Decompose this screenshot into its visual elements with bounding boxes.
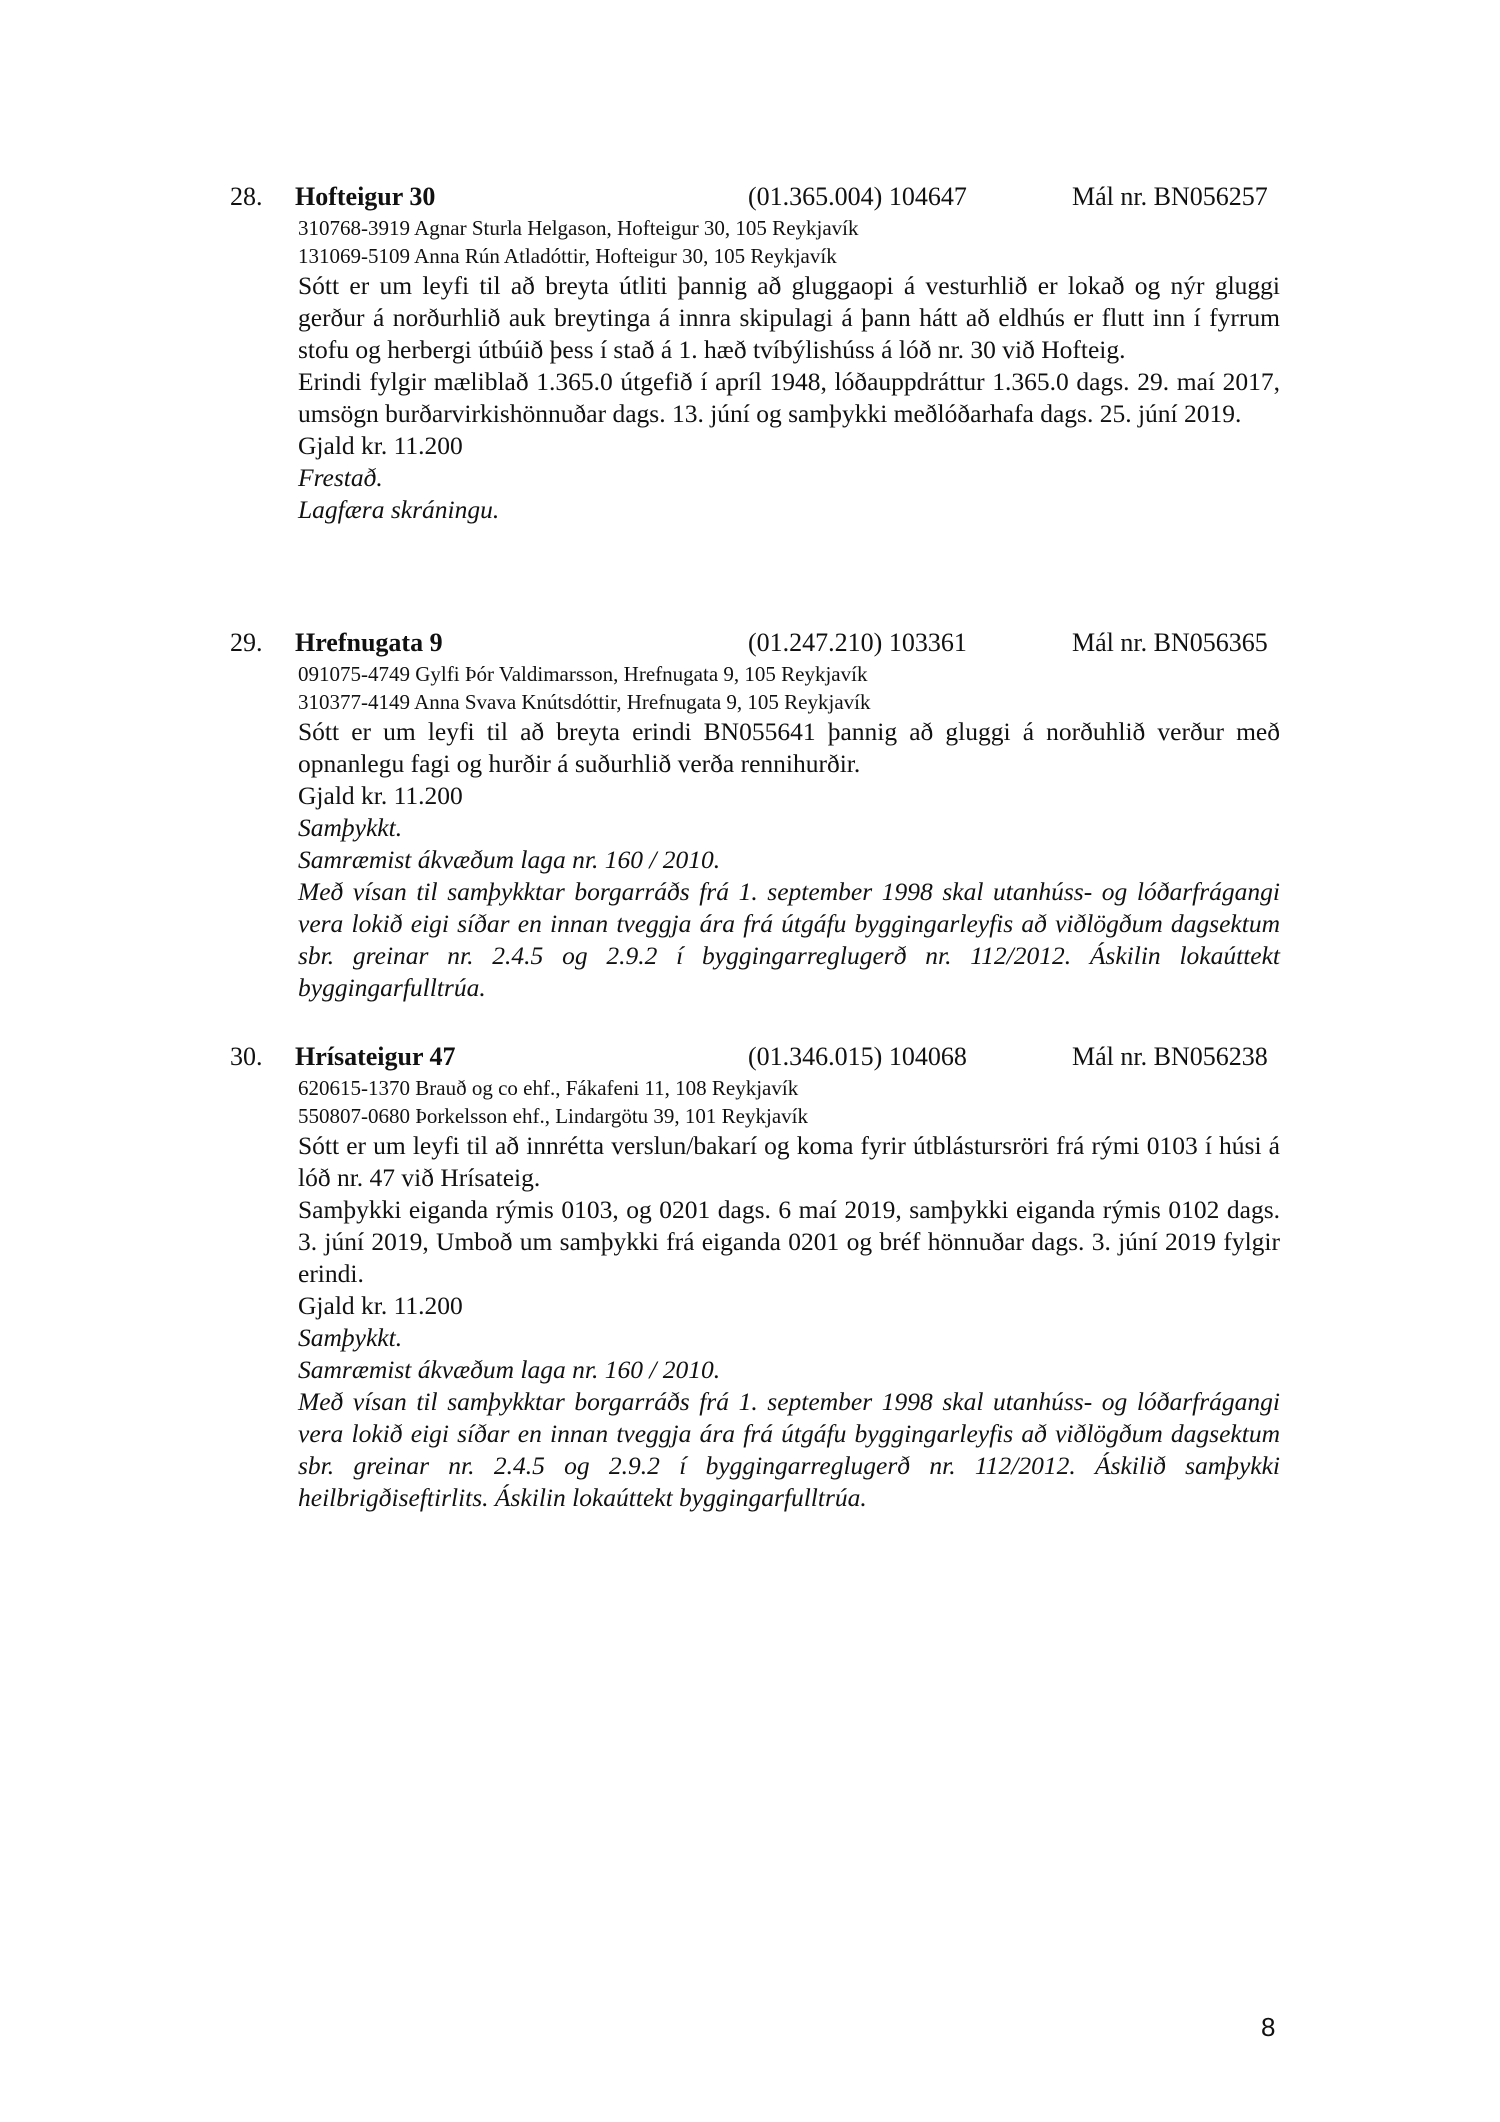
case-entry bbox=[0, 180, 1500, 526]
entry-body bbox=[298, 1074, 1280, 1514]
applicant-line: 091075-4749 Gylfi Þór Valdimarsson, Hrefnugata 9, 105 Reykjavík bbox=[298, 662, 868, 686]
entry-header bbox=[0, 180, 1500, 214]
case-number: Mál nr. BN056238 bbox=[1072, 1042, 1268, 1071]
decision-note: Lagfæra skráningu. bbox=[298, 495, 500, 524]
case-number: Mál nr. BN056365 bbox=[1072, 628, 1268, 657]
page-number: 8 bbox=[1261, 2012, 1276, 2042]
property-name: Hofteigur 30 bbox=[295, 182, 436, 211]
decision-text: Samþykkt. bbox=[298, 1323, 403, 1352]
entry-header bbox=[0, 626, 1500, 660]
entry-body bbox=[298, 660, 1280, 1004]
decision-text: Frestað. bbox=[298, 463, 383, 492]
applicant-line: 620615-1370 Brauð og co ehf., Fákafeni 11, 108 Reykjavík bbox=[298, 1076, 799, 1100]
application-text: Sótt er um leyfi til að breyta útliti þannig að gluggaopi á vesturhlið er lokað og nýr gluggi gerður á norðurhlið auk breytinga á innra skipulagi á þann hátt að eldhús er flutt inn í fyrrum stofu og herbergi útbúið þess í stað á 1. hæð tvíbýlishúss á lóð nr. 30 við Hofteig. bbox=[298, 271, 1280, 364]
entry-body bbox=[298, 214, 1280, 526]
application-text: Sótt er um leyfi til að breyta erindi BN055641 þannig að gluggi á norðuhlið verður með opnanlegu fagi og hurðir á suðurhlið verða rennihurðir. bbox=[298, 717, 1280, 778]
fee-text: Gjald kr. 11.200 bbox=[298, 431, 463, 460]
property-reference: (01.365.004) 104647 bbox=[748, 182, 967, 211]
decision-conditions: Með vísan til samþykktar borgarráðs frá 1. september 1998 skal utanhúss- og lóðarfrágangi vera lokið eigi síðar en innan tveggja ára frá útgáfu byggingarleyfis að viðlögðum dagsektum sbr. greinar nr. 2.4.5 og 2.9.2 í byggingarreglugerð nr. 112/2012. Áskilin lokaúttekt byggingarfulltrúa. bbox=[298, 877, 1280, 1002]
case-entry bbox=[0, 1040, 1500, 1514]
property-name: Hrísateigur 47 bbox=[295, 1042, 456, 1071]
application-text: Sótt er um leyfi til að innrétta verslun/bakarí og koma fyrir útblástursröri frá rými 0103 í húsi á lóð nr. 47 við Hrísateig. bbox=[298, 1131, 1280, 1192]
fee-text: Gjald kr. 11.200 bbox=[298, 1291, 463, 1320]
decision-text: Samþykkt. bbox=[298, 813, 403, 842]
applicant-line: 131069-5109 Anna Rún Atladóttir, Hofteigur 30, 105 Reykjavík bbox=[298, 244, 837, 268]
case-entry bbox=[0, 626, 1500, 1004]
decision-conditions: Með vísan til samþykktar borgarráðs frá 1. september 1998 skal utanhúss- og lóðarfrágangi vera lokið eigi síðar en innan tveggja ára frá útgáfu byggingarleyfis að viðlögðum dagsektum sbr. greinar nr. 2.4.5 og 2.9.2 í byggingarreglugerð nr. 112/2012. Áskilið samþykki heilbrigðiseftirlits. Áskilin lokaúttekt byggingarfulltrúa. bbox=[298, 1387, 1280, 1512]
applicant-line: 310377-4149 Anna Svava Knútsdóttir, Hrefnugata 9, 105 Reykjavík bbox=[298, 690, 871, 714]
decision-note: Samræmist ákvæðum laga nr. 160 / 2010. bbox=[298, 1355, 721, 1384]
property-name: Hrefnugata 9 bbox=[295, 628, 443, 657]
case-number: Mál nr. BN056257 bbox=[1072, 182, 1268, 211]
entry-header bbox=[0, 1040, 1500, 1074]
attachments-text: Erindi fylgir mæliblað 1.365.0 útgefið í apríl 1948, lóðauppdráttur 1.365.0 dags. 29. maí 2017, umsögn burðarvirkishönnuðar dags. 13. júní og samþykki meðlóðarhafa dags. 25. júní 2019. bbox=[298, 367, 1280, 428]
entry-number: 29. bbox=[230, 628, 263, 657]
decision-note: Samræmist ákvæðum laga nr. 160 / 2010. bbox=[298, 845, 721, 874]
applicant-line: 550807-0680 Þorkelsson ehf., Lindargötu 39, 101 Reykjavík bbox=[298, 1104, 808, 1128]
fee-text: Gjald kr. 11.200 bbox=[298, 781, 463, 810]
property-reference: (01.346.015) 104068 bbox=[748, 1042, 967, 1071]
entry-number: 28. bbox=[230, 182, 263, 211]
applicant-line: 310768-3919 Agnar Sturla Helgason, Hofteigur 30, 105 Reykjavík bbox=[298, 216, 859, 240]
property-reference: (01.247.210) 103361 bbox=[748, 628, 967, 657]
attachments-text: Samþykki eiganda rýmis 0103, og 0201 dags. 6 maí 2019, samþykki eiganda rýmis 0102 dags. 3. júní 2019, Umboð um samþykki frá eiganda 0201 og bréf hönnuðar dags. 3. júní 2019 fylgir erindi. bbox=[298, 1195, 1280, 1288]
entry-number: 30. bbox=[230, 1042, 263, 1071]
